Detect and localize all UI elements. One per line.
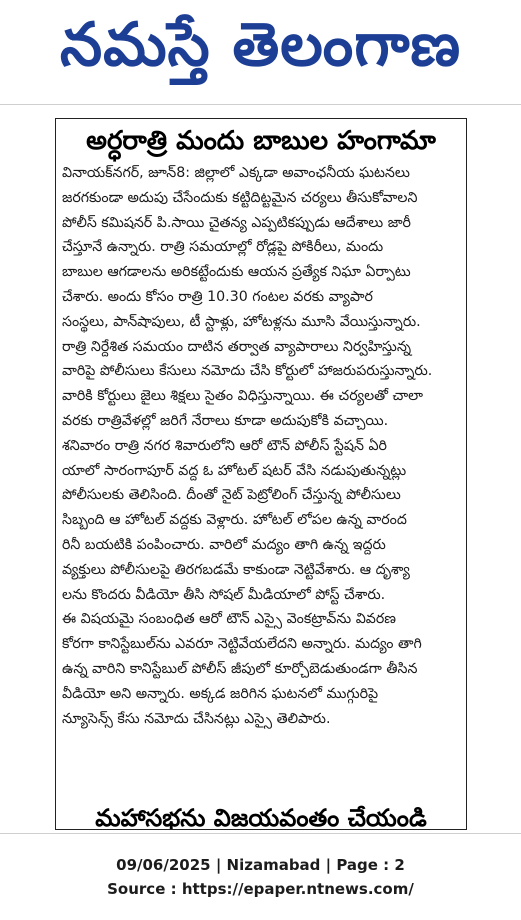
article-line: బాబుల ఆగడాలను అరికట్టేందుకు ఆయన ప్రత్యేక నిఘా ఏర్పాటు — [62, 264, 411, 281]
article-headline: అర్ధరాత్రి మందు బాబుల హంగామా — [86, 126, 436, 156]
article-line: శనివారం రాత్రి నగర శివారులోని ఆరో టౌన్ పోలీస్ స్టేషన్ ఏరి — [62, 437, 387, 454]
article-line: పోలీసులకు తెలిసింది. దీంతో నైట్ పెట్రోలింగ్ చేస్తున్న పోలీసులు — [62, 487, 401, 504]
article-line: ఉన్న వారిని కానిస్టేబుల్ పోలీస్ జీపులో కూర్చోబెడుతుండగా తీసిన — [62, 660, 418, 677]
article-paragraph — [62, 161, 460, 434]
source-info: Source : https://epaper.ntnews.com/ — [107, 880, 414, 898]
masthead-logo: నమస్తే తెలంగాణ — [59, 10, 462, 80]
edition-info: 09/06/2025 | Nizamabad | Page : 2 — [116, 856, 405, 874]
article-line: కోరగా కానిస్టేబుల్‌ను ఎవరూ నెట్టివేయలేదని అన్నారు. మద్యం తాగి — [62, 636, 422, 653]
masthead-divider — [0, 104, 521, 105]
article-line: యాలో సారంగాపూర్ వద్ద ఓ హోటల్ షటర్ వేసి నడుపుతున్నట్లు — [62, 462, 407, 479]
article-line: వీడియో అని అన్నారు. అక్కడ జరిగిన ఘటనలో ముగ్గురిపై — [62, 685, 379, 702]
masthead — [0, 0, 521, 104]
article-line: లను కొందరు వీడియో తీసి సోషల్ మీడియాలో పోస్ట్ చేశారు. — [62, 586, 386, 603]
article-line: వినాయక్‌నగర్, జూన్8: జిల్లాలో ఎక్కడా అవాంఛనీయ ఘటనలు — [62, 165, 410, 181]
article-line: సిబ్బంది ఆ హోటల్ వద్దకు వెళ్లారు. హోటల్ లోపల ఉన్న వారంద — [62, 512, 407, 529]
article-line: వారిపై పోలీసులు కేసులు నమోదు చేసి కోర్టులో హాజరుపరుస్తున్నారు. — [62, 363, 433, 380]
article-line: వరకు రాత్రివేళల్లో జరిగే నేరాలు కూడా అదుపుకోకి వచ్చాయి. — [62, 412, 389, 429]
article-line: రాత్రి నిర్దేశిత సమయం దాటిన తర్వాత వ్యాపారాలు నిర్వహిస్తున్న — [62, 338, 411, 355]
article-body — [62, 161, 460, 731]
article-line: వ్యక్తులు పోలీసులపై తిరగబడమే కాకుండా నెట్టివేశారు. ఆ దృశ్యా — [62, 561, 410, 578]
article-paragraph — [62, 607, 460, 731]
article-line: చేస్తూనే ఉన్నారు. రాత్రి సమయాల్లో రోడ్లపై పోకిరీలు, మందు — [62, 239, 384, 256]
article-line: రినీ బయటికి పంపించారు. వారిలో మద్యం తాగి ఉన్న ఇద్దరు — [62, 536, 386, 553]
article-line: వారికి కోర్టులు జైలు శిక్షలు సైతం విధిస్తున్నాయి. ఈ చర్యలతో చాలా — [62, 388, 424, 405]
article-line: ఈ విషయమై సంబంధిత ఆరో టౌన్ ఎస్సై వెంకట్రావ్‌ను వివరణ — [62, 611, 397, 628]
article-clipping — [55, 118, 467, 830]
article-line: చేశారు. అందు కోసం రాత్రి 10.30 గంటల వరకు వ్యాపార — [62, 288, 373, 305]
footer-divider — [0, 833, 521, 834]
next-article-headline: మహాసభను విజయవంతం చేయండి — [95, 804, 427, 830]
article-line: న్యూసెన్స్ కేసు నమోదు చేసినట్లు ఎస్సై తెలిపారు. — [62, 710, 331, 727]
article-line: జరగకుండా అదుపు చేసేందుకు కట్టిదిట్టమైన చర్యలు తీసుకోవాలని — [62, 189, 418, 206]
article-paragraph — [62, 434, 460, 608]
article-line: సంస్థలు, పాన్‌షాపులు, టీ స్టాళ్లు, హోటళ్లను మూసి వేయిస్తున్నారు. — [62, 313, 421, 330]
article-line: పోలీస్ కమిషనర్ పి.సాయి చైతన్య ఎప్పటికప్పుడు ఆదేశాలు జారీ — [62, 214, 411, 231]
